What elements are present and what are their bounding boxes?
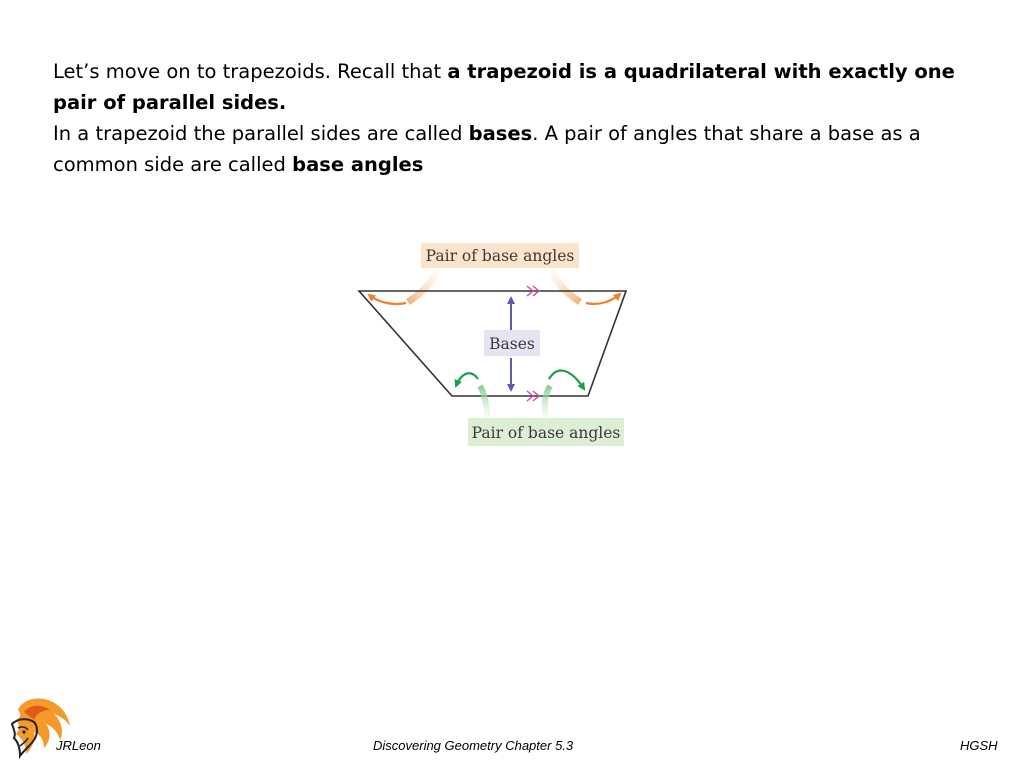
base-angles-intro-text: . A pair of angles that share a base as a common side are called: [53, 122, 921, 176]
definition-paragraph: [53, 56, 983, 118]
bottom-base-angles-label-text: Pair of base angles: [471, 424, 621, 442]
bottom-left-angle-arc: [456, 373, 478, 386]
footer-author: JRLeon: [56, 738, 101, 753]
bottom-right-angle-arc: [549, 371, 584, 389]
bases-label-text: Bases: [489, 335, 535, 353]
bottom-left-connector: [480, 386, 488, 418]
top-left-angle-arc: [369, 295, 406, 304]
bottom-base-angles-label: [468, 418, 624, 446]
top-label-connector-right: [550, 268, 580, 302]
footer-school: HGSH: [960, 738, 998, 753]
top-label-connector-left: [408, 268, 438, 302]
bases-intro-text: In a trapezoid the parallel sides are called: [53, 122, 469, 145]
bases-paragraph: [53, 118, 983, 180]
intro-text: Let’s move on to trapezoids. Recall that: [53, 60, 448, 83]
trapezoid-diagram: [350, 236, 640, 456]
trapezoid-definition: a trapezoid is a quadrilateral with exactly one pair of parallel sides.: [53, 60, 955, 114]
bottom-right-connector: [545, 386, 550, 418]
top-base-angles-label-text: Pair of base angles: [425, 247, 575, 265]
footer-title: Discovering Geometry Chapter 5.3: [373, 738, 574, 753]
bases-label: [484, 330, 540, 356]
term-base-angles: base angles: [292, 153, 424, 176]
top-base-angles-label: [421, 243, 579, 268]
term-bases: bases: [468, 122, 533, 145]
slide-body-text: [53, 56, 983, 180]
top-right-angle-arc: [586, 294, 620, 304]
